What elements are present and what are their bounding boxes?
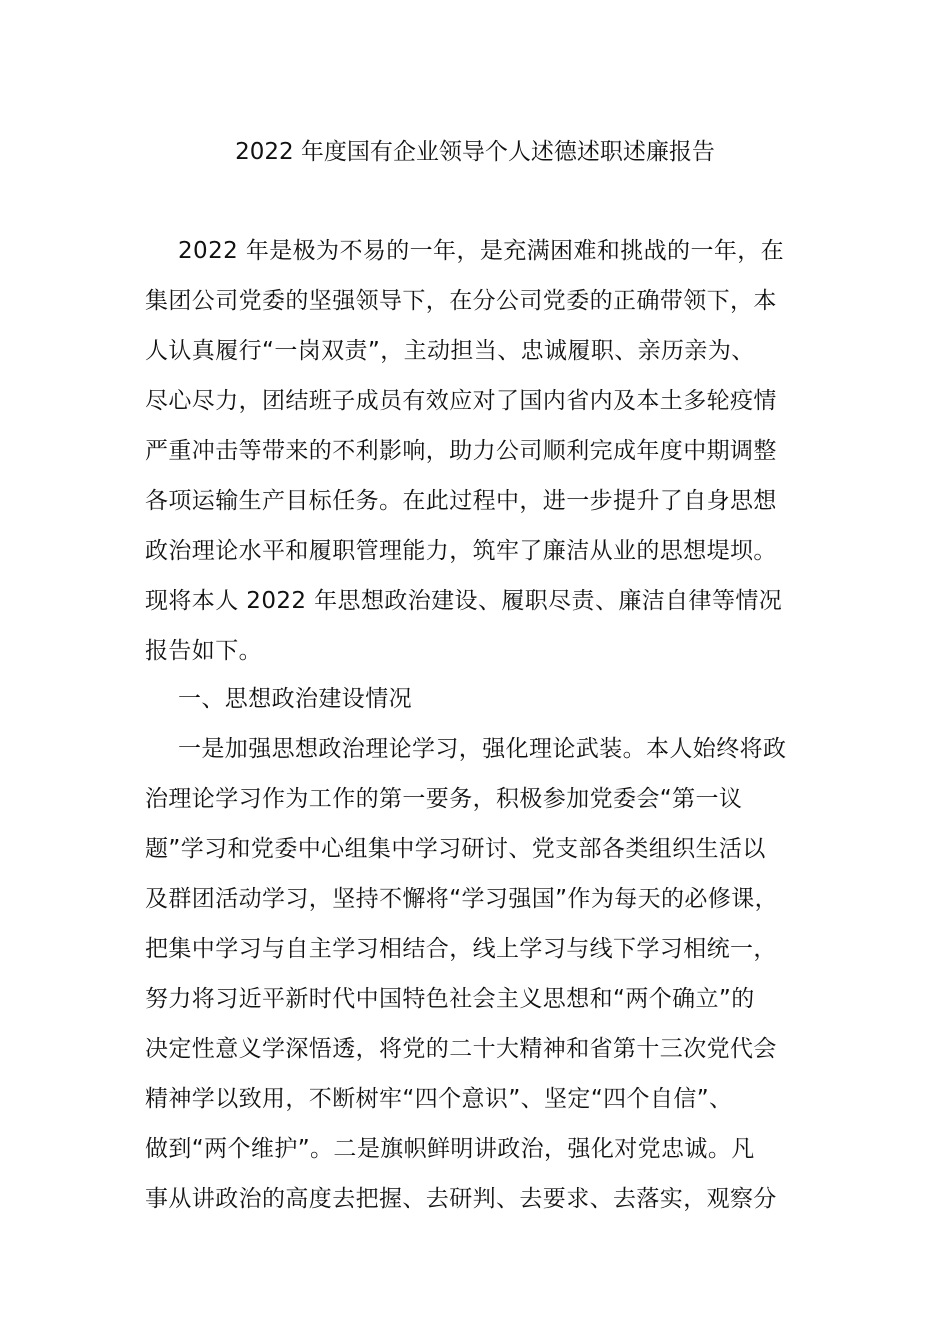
paragraph-line: 精神学以致用，不断树牢“四个意识”、坚定“四个自信”、 [145, 1086, 733, 1112]
paragraph-line: 努力将习近平新时代中国特色社会主义思想和“两个确立”的 [145, 986, 755, 1012]
paragraph-line: 报告如下。 [145, 638, 262, 664]
document-title: 2022 年度国有企业领导个人述德述职述廉报告 [235, 139, 715, 165]
paragraph-line: 严重冲击等带来的不利影响，助力公司顺利完成年度中期调整 [145, 438, 777, 464]
paragraph-line: 决定性意义学深悟透，将党的二十大精神和省第十三次党代会 [145, 1036, 777, 1062]
paragraph-line: 做到“两个维护”。二是旗帜鲜明讲政治，强化对党忠诚。凡 [145, 1136, 755, 1162]
paragraph-line: 现将本人 2022 年思想政治建设、履职尽责、廉洁自律等情况 [145, 588, 783, 614]
paragraph-line: 治理论学习作为工作的第一要务，积极参加党委会“第一议 [145, 786, 743, 812]
section-heading: 一、思想政治建设情况 [178, 686, 412, 712]
paragraph-line: 把集中学习与自主学习相结合，线上学习与线下学习相统一， [145, 936, 777, 962]
paragraph-line: 2022 年是极为不易的一年，是充满困难和挑战的一年，在 [178, 238, 785, 264]
paragraph-line: 人认真履行“一岗双责”，主动担当、忠诚履职、亲历亲为、 [145, 338, 755, 364]
paragraph-line: 尽心尽力，团结班子成员有效应对了国内省内及本土多轮疫情 [145, 388, 777, 414]
paragraph-line: 事从讲政治的高度去把握、去研判、去要求、去落实，观察分 [145, 1186, 777, 1212]
paragraph-line: 政治理论水平和履职管理能力，筑牢了廉洁从业的思想堤坝。 [145, 538, 777, 564]
paragraph-line: 一是加强思想政治理论学习，强化理论武装。本人始终将政 [178, 736, 787, 762]
paragraph-line: 及群团活动学习，坚持不懈将“学习强国”作为每天的必修课， [145, 886, 779, 912]
paragraph-line: 题”学习和党委中心组集中学习研讨、党支部各类组织生活以 [145, 836, 766, 862]
paragraph-line: 集团公司党委的坚强领导下，在分公司党委的正确带领下，本 [145, 288, 777, 314]
paragraph-line: 各项运输生产目标任务。在此过程中，进一步提升了自身思想 [145, 488, 777, 514]
